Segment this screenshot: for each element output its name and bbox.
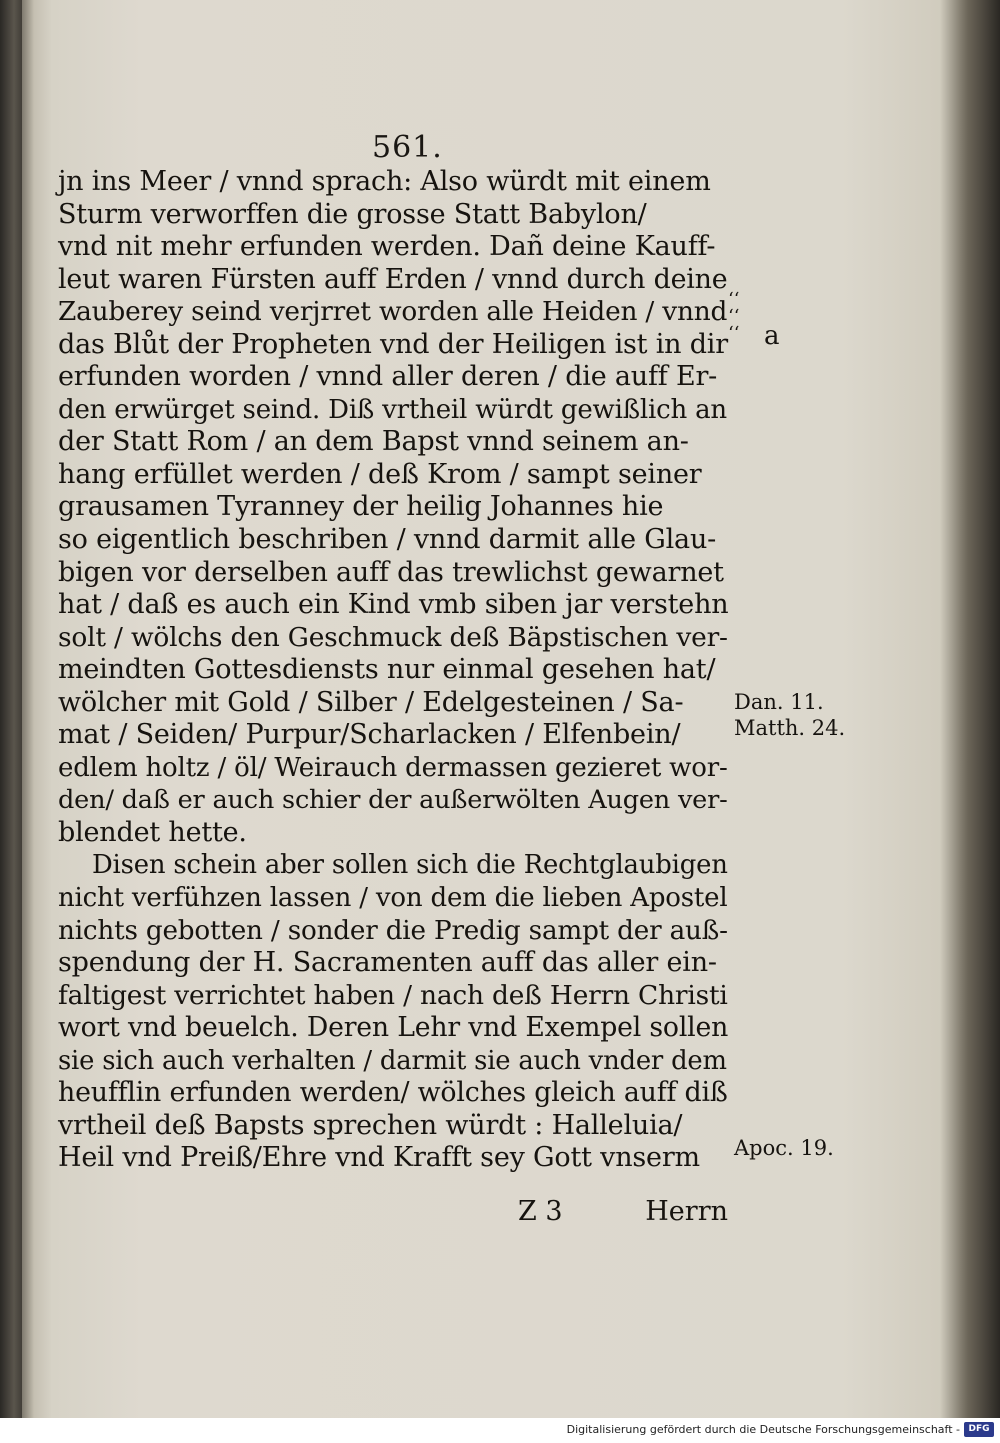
text-line: Disen schein aber sollen sich die Rechtglaubigen [92,850,728,881]
body-text [58,166,728,1175]
margin-reference-dan: Dan. 11. [734,690,824,714]
text-line: heufflin erfunden werden/ wölches gleich auff diß [58,1077,728,1109]
text-line: grausamen Tyranney der heilig Johannes hie [58,491,664,523]
text-line: meindten Gottesdiensts nur einmal gesehen hat/ [58,654,716,686]
text-line: der Statt Rom / an dem Bapst vnnd seinem an- [58,426,689,458]
text-line: sie sich auch verhalten / darmit sie auch vnder dem [58,1045,727,1076]
gutter-shadow [0,0,34,1418]
text-line: den erwürget seind. Diß vrtheil würdt gewißlich an [58,394,727,425]
text-line: solt / wölchs den Geschmuck deß Bäpstischen ver- [58,621,728,653]
margin-quote-marks: ʻʻ ʻʻ ʻʻ [728,289,740,344]
margin-reference-apoc: Apoc. 19. [734,1136,834,1160]
text-line: nichts gebotten / sonder die Predig sampt der auß- [58,915,728,946]
dfg-logo: DFG [964,1422,994,1437]
signature-mark: Z 3 [518,1196,563,1227]
text-line: mat / Seiden/ Purpur/Scharlacken / Elfenbein/ [58,719,681,751]
page-number: 561. [372,130,443,165]
text-line: edlem holtz / öl/ Weirauch dermassen gezieret wor- [58,752,728,783]
text-line: Sturm verworffen die grosse Statt Babylon/ [58,198,647,230]
text-line: nicht verfühzen lassen / von dem die lieben Apostel [58,883,728,914]
margin-letter-mark: a [764,321,780,351]
margin-reference-matth: Matth. 24. [734,716,846,740]
text-line: Zauberey seind verjrret worden alle Heiden / vnnd [58,297,728,328]
page-foot [58,1194,728,1230]
text-line: hat / daß es auch ein Kind vmb siben jar verstehn [58,589,729,621]
text-line: jn ins Meer / vnnd sprach: Also würdt mit einem [58,166,711,197]
text-line: wort vnd beuelch. Deren Lehr vnd Exempel sollen [58,1012,729,1044]
text-line: wölcher mit Gold / Silber / Edelgesteinen / Sa- [58,686,684,718]
text-line: leut waren Fürsten auff Erden / vnnd durch deine [58,263,728,295]
text-line: so eigentlich beschriben / vnnd darmit alle Glau- [58,524,717,556]
text-line: vrtheil deß Bapsts sprechen würdt : Halleluia/ [58,1109,683,1141]
catchword: Herrn [645,1196,728,1227]
text-line: hang erfüllet werden / deß Krom / sampt seiner [58,458,702,490]
text-line: Heil vnd Preiß/Ehre vnd Krafft sey Gott vnserm [58,1142,700,1174]
text-line: vnd nit mehr erfunden werden. Dañ deine Kauff- [58,231,716,263]
text-line: das Blůt der Propheten vnd der Heiligen ist in dir [58,328,728,360]
text-line: faltigest verrichtet haben / nach deß Herrn Christi [58,979,728,1011]
text-line: bigen vor derselben auff das trewlichst gewarnet [58,556,724,588]
text-line: spendung der H. Sacramenten auff das aller ein- [58,947,717,979]
text-line: den/ daß er auch schier der außerwölten Augen ver- [58,785,728,816]
footer-bar [0,1418,1000,1443]
footer-credit: Digitalisierung gefördert durch die Deutsche Forschungsgemeinschaft - [566,1423,960,1436]
text-line: blendet hette. [58,816,247,848]
page-edge-shadow [940,0,1000,1418]
text-line: erfunden worden / vnnd aller deren / die auff Er- [58,361,718,393]
book-page [22,0,982,1418]
